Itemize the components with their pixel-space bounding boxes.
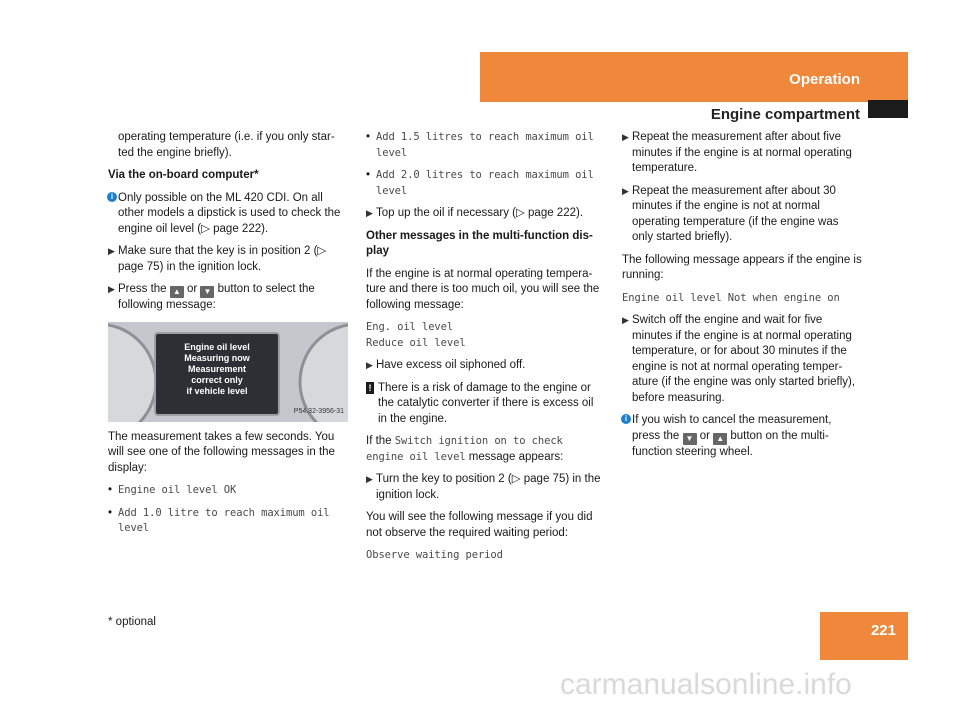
arrow-icon: ▶ bbox=[366, 360, 373, 370]
paragraph: operating temperature (i.e. if you only star-ted the engine briefly). bbox=[118, 131, 335, 159]
thumb-tab bbox=[868, 100, 908, 118]
info-text: Only possible on the ML 420 CDI. On all other models a dipstick is used to check the engine oil level (▷ page 222). bbox=[118, 191, 341, 235]
up-button-icon: ▲ bbox=[170, 286, 184, 298]
subheading: Via the on-board computer* bbox=[108, 169, 259, 181]
info-icon: i bbox=[621, 414, 631, 424]
message-text: Reduce oil level bbox=[366, 336, 466, 349]
instrument-cluster-image bbox=[108, 322, 348, 422]
section-title: Engine compartment bbox=[710, 106, 860, 123]
message-text: Add 1.5 litres to reach maximum oil level bbox=[376, 131, 594, 159]
paragraph: The following message appears if the engine is running: bbox=[622, 253, 862, 281]
message-text: Add 1.0 litre to reach maximum oil level bbox=[118, 506, 330, 534]
step bbox=[622, 184, 862, 246]
paragraph: If the engine is at normal operating tempera-ture and there is too much oil, you will see the following message: bbox=[366, 267, 600, 311]
image-code: P54.32-3956-31 bbox=[293, 408, 344, 415]
step-text: Make sure that the key is in position 2 (▷ page 75) in the ignition lock. bbox=[118, 245, 327, 273]
arrow-icon: ▶ bbox=[108, 246, 115, 256]
down-button-icon: ▼ bbox=[200, 286, 214, 298]
arrow-icon: ▶ bbox=[366, 208, 373, 218]
message-text: Observe waiting period bbox=[366, 549, 503, 561]
info-text: button on the multi-function steering wheel. bbox=[632, 429, 829, 458]
info-note bbox=[108, 191, 348, 238]
footnote: * optional bbox=[108, 616, 156, 628]
message-text: Engine oil level Not when engine on bbox=[622, 291, 840, 304]
watermark: carmanualsonline.info bbox=[560, 668, 852, 701]
message-text: Add 2.0 litres to reach maximum oil level bbox=[376, 169, 594, 197]
page-number: 221 bbox=[870, 622, 896, 639]
display-line: Measuring now bbox=[184, 352, 250, 363]
warning-note bbox=[366, 381, 604, 428]
info-note: i If you wish to cancel the measurement, press the ▼ or ▲ button on the multi-function steering wheel. bbox=[622, 413, 862, 460]
step-text: button to select the following message: bbox=[118, 283, 315, 311]
step-text: Press the bbox=[118, 283, 167, 295]
step bbox=[622, 313, 862, 406]
down-button-icon: ▼ bbox=[683, 433, 697, 445]
arrow-icon: ▶ bbox=[622, 315, 629, 325]
paragraph: If the Switch ignition on to check engine oil level message appears: bbox=[366, 435, 564, 463]
step bbox=[108, 244, 348, 275]
arrow-icon: ▶ bbox=[108, 284, 115, 294]
display-line: Measurement bbox=[187, 363, 247, 374]
message-item: • Engine oil level OK bbox=[108, 484, 237, 496]
column-1 bbox=[108, 130, 348, 544]
multifunction-display bbox=[154, 332, 280, 416]
step-text: Repeat the measurement after about 30 minutes if the engine is not at normal operating temperature (if the engine was only started briefly). bbox=[632, 184, 839, 243]
column-3 bbox=[622, 130, 862, 467]
warning-text: There is a risk of damage to the engine or the catalytic converter if there is excess oil in the engine. bbox=[378, 381, 594, 425]
message-text: Engine oil level OK bbox=[118, 484, 237, 496]
section-tab bbox=[480, 52, 908, 100]
info-text: If you wish to cancel the measurement, press the bbox=[632, 414, 832, 442]
arrow-icon: ▶ bbox=[622, 185, 629, 196]
step bbox=[366, 358, 604, 374]
display-line: correct only bbox=[191, 374, 243, 385]
warning-icon: ! bbox=[366, 382, 374, 394]
subheading: Other messages in the multi-function dis-play bbox=[366, 229, 593, 257]
step-text: Top up the oil if necessary (▷ page 222). bbox=[376, 207, 584, 219]
header-rule bbox=[480, 100, 908, 102]
page-number-box bbox=[820, 612, 908, 660]
step-text: Switch off the engine and wait for five minutes if the engine is at normal operating temperature, or for about 30 minutes if the engine is not at normal operating temper-ature (if the engine was only started briefly), before measuring. bbox=[632, 314, 856, 404]
display-line: Engine oil level bbox=[184, 341, 250, 352]
message-item: • Add 2.0 litres to reach maximum oil level bbox=[366, 169, 594, 197]
display-line: if vehicle level bbox=[186, 385, 248, 396]
column-2 bbox=[366, 130, 604, 571]
arrow-icon: ▶ bbox=[622, 132, 629, 142]
message-item: • Add 1.5 litres to reach maximum oil level bbox=[366, 131, 594, 159]
message-item: • Add 1.0 litre to reach maximum oil level bbox=[108, 506, 330, 534]
step-text: Repeat the measurement after about five minutes if the engine is at normal operating temperature. bbox=[632, 131, 852, 174]
paragraph: You will see the following message if you did not observe the required waiting period: bbox=[366, 511, 593, 539]
up-button-icon: ▲ bbox=[713, 433, 727, 445]
paragraph: The measurement takes a few seconds. You will see one of the following messages in the display: bbox=[108, 430, 335, 474]
step-text: Turn the key to position 2 (▷ page 75) in the ignition lock. bbox=[376, 473, 601, 501]
step bbox=[622, 130, 862, 177]
info-icon: i bbox=[107, 192, 117, 202]
arrow-icon: ▶ bbox=[366, 474, 373, 484]
step bbox=[108, 282, 348, 314]
message-text: Eng. oil level bbox=[366, 321, 454, 333]
step-text: or bbox=[186, 283, 198, 295]
message-text: Switch ignition on to check engine oil level bbox=[366, 435, 563, 463]
step-text: Have excess oil siphoned off. bbox=[376, 359, 526, 371]
step bbox=[366, 472, 604, 503]
section-tab-label: Operation bbox=[789, 71, 860, 88]
step bbox=[366, 206, 604, 222]
